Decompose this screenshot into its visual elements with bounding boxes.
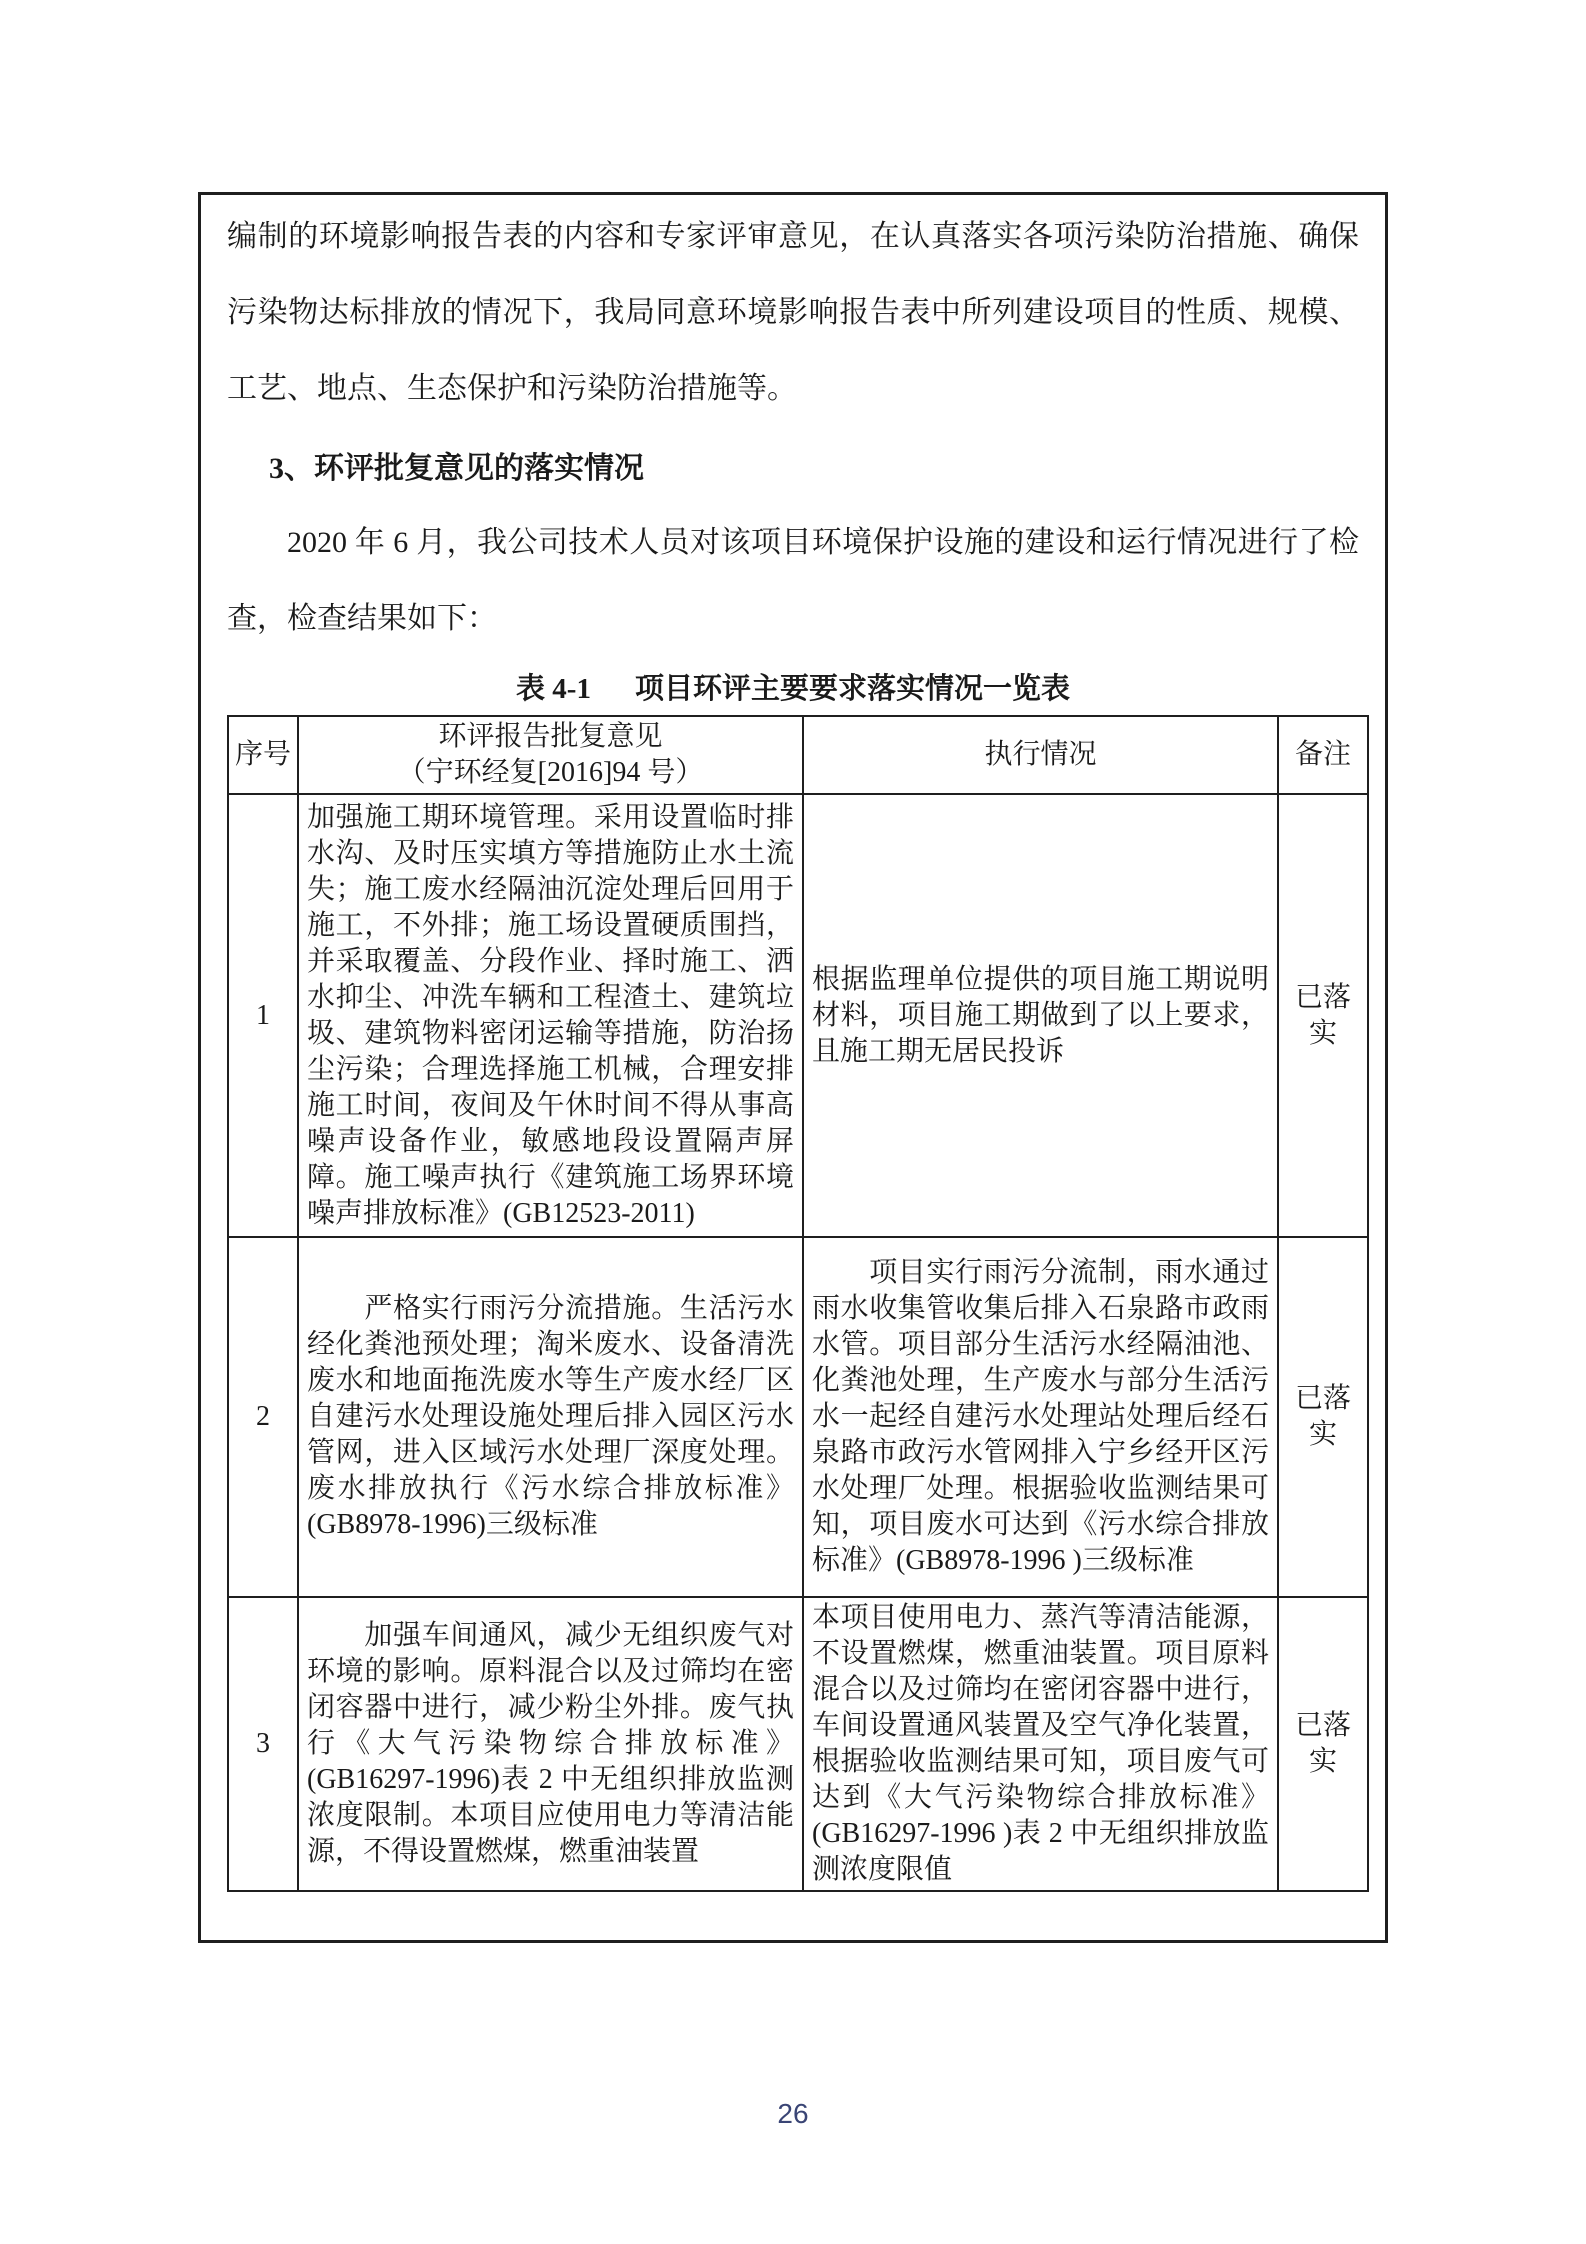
remark-cell: 已落实 [1278,794,1368,1237]
remark-cell: 已落实 [1278,1597,1368,1891]
review-table [227,715,1369,1892]
paragraph-continuation: 编制的环境影响报告表的内容和专家评审意见，在认真落实各项污染防治措施、确保污染物达标排放的情况下，我局同意环境影响报告表中所列建设项目的性质、规模、工艺、地点、生态保护和污染防治措施等。 [227,220,1359,405]
col-header-opinion-line2: （宁环经复[2016]94 号） [397,757,704,788]
col-header-remark: 备注 [1278,716,1368,794]
table-row [228,1597,1368,1891]
content-border-box [198,192,1388,1943]
row-number-cell: 3 [228,1597,298,1891]
col-header-opinion-line1: 环评报告批复意见 [438,721,663,752]
status-cell: 根据监理单位提供的项目施工期说明材料，项目施工期做到了以上要求，且施工期无居民投诉 [803,794,1278,1237]
col-header-opinion [298,716,803,794]
paragraph-intro: 2020 年 6 月，我公司技术人员对该项目环境保护设施的建设和运行情况进行了检查，检查结果如下： [227,526,1359,635]
table-row [228,794,1368,1237]
col-header-no: 序号 [228,716,298,794]
col-header-status: 执行情况 [803,716,1278,794]
table-caption [227,669,1359,709]
opinion-cell: 严格实行雨污分流措施。生活污水经化粪池预处理；淘米废水、设备清洗废水和地面拖洗废水等生产废水经厂区自建污水处理设施处理后排入园区污水管网，进入区域污水处理厂深度处理。废水排放执行《污水综合排放标准》(GB8978-1996)三级标准 [298,1237,803,1597]
section-heading: 3、环评批复意见的落实情况 [269,452,644,485]
status-cell: 项目实行雨污分流制，雨水通过雨水收集管收集后排入石泉路市政雨水管。项目部分生活污水经隔油池、化粪池处理，生产废水与部分生活污水一起经自建污水处理站处理后经石泉路市政污水管网排入宁乡经开区污水处理厂处理。根据验收监测结果可知，项目废水可达到《污水综合排放标准》(GB8978-1996 )三级标准 [803,1237,1278,1597]
table-row [228,1237,1368,1597]
remark-cell: 已落实 [1278,1237,1368,1597]
row-number-cell: 2 [228,1237,298,1597]
page-number: 26 [777,2098,809,2129]
opinion-cell: 加强车间通风，减少无组织废气对环境的影响。原料混合以及过筛均在密闭容器中进行，减少粉尘外排。废气执行《大气污染物综合排放标准》(GB16297-1996)表 2 中无组织排放监测浓度限制。本项目应使用电力等清洁能源，不得设置燃煤，燃重油装置 [298,1597,803,1891]
table-header-row [228,716,1368,794]
status-cell: 本项目使用电力、蒸汽等清洁能源，不设置燃煤，燃重油装置。项目原料混合以及过筛均在密闭容器中进行，车间设置通风装置及空气净化装置，根据验收监测结果可知，项目废气可达到《大气污染物综合排放标准》(GB16297-1996 )表 2 中无组织排放监测浓度限值 [803,1597,1278,1891]
table-caption-title: 项目环评主要要求落实情况一览表 [634,673,1070,705]
row-number-cell: 1 [228,794,298,1237]
table-caption-label: 表 4-1 [516,673,591,705]
opinion-cell: 加强施工期环境管理。采用设置临时排水沟、及时压实填方等措施防止水土流失；施工废水经隔油沉淀处理后回用于施工，不外排；施工场设置硬质围挡，并采取覆盖、分段作业、择时施工、洒水抑尘、冲洗车辆和工程渣土、建筑垃圾、建筑物料密闭运输等措施，防治扬尘污染；合理选择施工机械，合理安排施工时间，夜间及午休时间不得从事高噪声设备作业，敏感地段设置隔声屏障。施工噪声执行《建筑施工场界环境噪声排放标准》(GB12523-2011) [298,794,803,1237]
